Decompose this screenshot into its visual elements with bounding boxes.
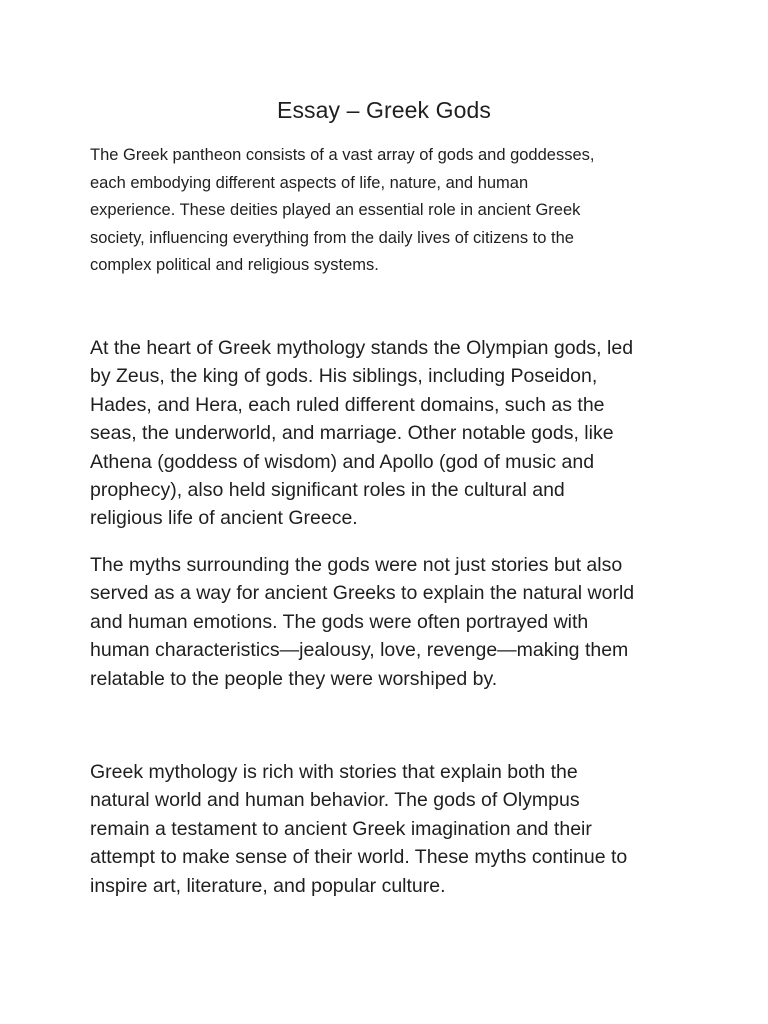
paragraph-olympian-gods: At the heart of Greek mythology stands the Olympian gods, led by Zeus, the king of gods. His siblings, including Poseidon, Hades, and Hera, each ruled different domains, such as the seas, the underworld, and marriage. Other notable gods, like Athena (goddess of wisdom) and Apollo (god of music and prophecy), also held significant roles in the cultural and religious life of ancient Greece. <box>90 337 634 530</box>
paragraph-conclusion: Greek mythology is rich with stories that explain both the natural world and human behavior. The gods of Olympus remain a testament to ancient Greek imagination and their attempt to make sense of their world. These myths continue to inspire art, literature, and popular culture. <box>90 761 628 897</box>
paragraph-introduction: The Greek pantheon consists of a vast array of gods and goddesses, each embodying different aspects of life, nature, and human experience. These deities played an essential role in ancient Greek society, influencing everything from the daily lives of citizens to the complex political and religious systems. <box>90 146 595 274</box>
paragraph-myths-purpose: The myths surrounding the gods were not just stories but also served as a way for ancient Greeks to explain the natural world and human emotions. The gods were often portrayed with human characteristics—jealousy, love, revenge—making them relatable to the people they were worshiped by. <box>90 554 635 690</box>
page-title: Essay – Greek Gods <box>277 97 491 123</box>
